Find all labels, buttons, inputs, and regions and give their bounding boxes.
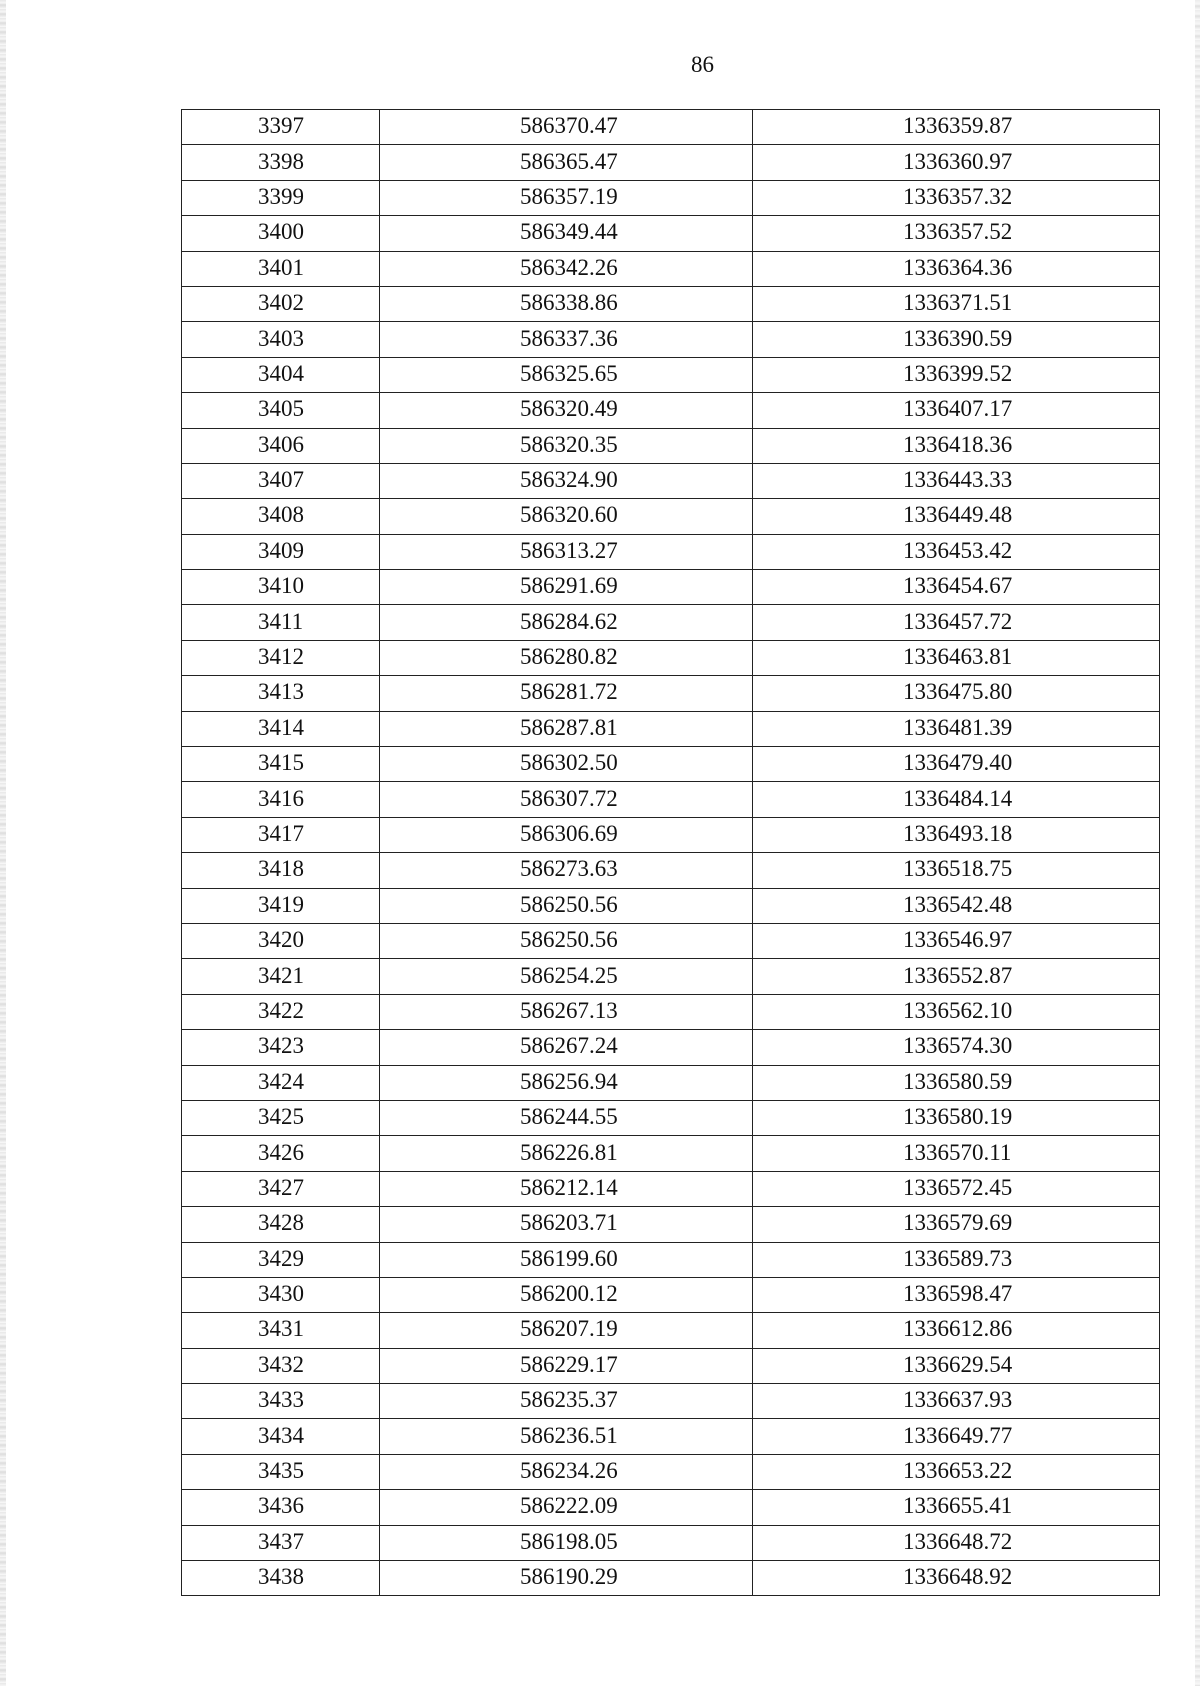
y-coordinate-cell: 1336484.14 xyxy=(753,782,1160,817)
point-id-cell: 3422 xyxy=(182,994,380,1029)
y-coordinate-cell: 1336371.51 xyxy=(753,286,1160,321)
point-id-cell: 3434 xyxy=(182,1419,380,1454)
y-coordinate-cell: 1336359.87 xyxy=(753,110,1160,145)
x-coordinate-cell: 586306.69 xyxy=(380,817,753,852)
point-id-cell: 3420 xyxy=(182,923,380,958)
x-coordinate-cell: 586370.47 xyxy=(380,110,753,145)
point-id-cell: 3403 xyxy=(182,322,380,357)
point-id-cell: 3433 xyxy=(182,1384,380,1419)
x-coordinate-cell: 586273.63 xyxy=(380,853,753,888)
table-row xyxy=(182,110,1160,145)
y-coordinate-cell: 1336449.48 xyxy=(753,499,1160,534)
y-coordinate-cell: 1336390.59 xyxy=(753,322,1160,357)
table-row xyxy=(182,959,1160,994)
table-row xyxy=(182,251,1160,286)
point-id-cell: 3404 xyxy=(182,357,380,392)
x-coordinate-cell: 586281.72 xyxy=(380,676,753,711)
table-row xyxy=(182,1065,1160,1100)
table-row xyxy=(182,994,1160,1029)
table-row xyxy=(182,853,1160,888)
table-row xyxy=(182,322,1160,357)
x-coordinate-cell: 586287.81 xyxy=(380,711,753,746)
y-coordinate-cell: 1336360.97 xyxy=(753,145,1160,180)
y-coordinate-cell: 1336546.97 xyxy=(753,923,1160,958)
y-coordinate-cell: 1336580.59 xyxy=(753,1065,1160,1100)
point-id-cell: 3409 xyxy=(182,534,380,569)
point-id-cell: 3421 xyxy=(182,959,380,994)
x-coordinate-cell: 586284.62 xyxy=(380,605,753,640)
page-number: 86 xyxy=(691,52,714,77)
x-coordinate-cell: 586307.72 xyxy=(380,782,753,817)
y-coordinate-cell: 1336457.72 xyxy=(753,605,1160,640)
table-row xyxy=(182,463,1160,498)
point-id-cell: 3437 xyxy=(182,1525,380,1560)
point-id-cell: 3431 xyxy=(182,1313,380,1348)
y-coordinate-cell: 1336580.19 xyxy=(753,1100,1160,1135)
point-id-cell: 3413 xyxy=(182,676,380,711)
x-coordinate-cell: 586222.09 xyxy=(380,1490,753,1525)
table-row xyxy=(182,145,1160,180)
x-coordinate-cell: 586207.19 xyxy=(380,1313,753,1348)
x-coordinate-cell: 586250.56 xyxy=(380,923,753,958)
y-coordinate-cell: 1336598.47 xyxy=(753,1277,1160,1312)
y-coordinate-cell: 1336562.10 xyxy=(753,994,1160,1029)
point-id-cell: 3411 xyxy=(182,605,380,640)
x-coordinate-cell: 586254.25 xyxy=(380,959,753,994)
point-id-cell: 3408 xyxy=(182,499,380,534)
point-id-cell: 3400 xyxy=(182,216,380,251)
x-coordinate-cell: 586357.19 xyxy=(380,180,753,215)
x-coordinate-cell: 586280.82 xyxy=(380,640,753,675)
point-id-cell: 3423 xyxy=(182,1030,380,1065)
y-coordinate-cell: 1336629.54 xyxy=(753,1348,1160,1383)
x-coordinate-cell: 586291.69 xyxy=(380,570,753,605)
y-coordinate-cell: 1336453.42 xyxy=(753,534,1160,569)
table-row xyxy=(182,1207,1160,1242)
y-coordinate-cell: 1336418.36 xyxy=(753,428,1160,463)
x-coordinate-cell: 586226.81 xyxy=(380,1136,753,1171)
y-coordinate-cell: 1336612.86 xyxy=(753,1313,1160,1348)
y-coordinate-cell: 1336653.22 xyxy=(753,1454,1160,1489)
y-coordinate-cell: 1336407.17 xyxy=(753,393,1160,428)
point-id-cell: 3398 xyxy=(182,145,380,180)
point-id-cell: 3399 xyxy=(182,180,380,215)
point-id-cell: 3427 xyxy=(182,1171,380,1206)
table-row xyxy=(182,216,1160,251)
y-coordinate-cell: 1336648.72 xyxy=(753,1525,1160,1560)
x-coordinate-cell: 586267.13 xyxy=(380,994,753,1029)
point-id-cell: 3436 xyxy=(182,1490,380,1525)
point-id-cell: 3406 xyxy=(182,428,380,463)
point-id-cell: 3430 xyxy=(182,1277,380,1312)
point-id-cell: 3402 xyxy=(182,286,380,321)
table-row xyxy=(182,1171,1160,1206)
scan-edge-left xyxy=(0,0,6,1686)
x-coordinate-cell: 586256.94 xyxy=(380,1065,753,1100)
x-coordinate-cell: 586320.35 xyxy=(380,428,753,463)
x-coordinate-cell: 586324.90 xyxy=(380,463,753,498)
x-coordinate-cell: 586234.26 xyxy=(380,1454,753,1489)
x-coordinate-cell: 586190.29 xyxy=(380,1561,753,1596)
point-id-cell: 3407 xyxy=(182,463,380,498)
table-row xyxy=(182,1313,1160,1348)
table-row xyxy=(182,1136,1160,1171)
table-row xyxy=(182,534,1160,569)
point-id-cell: 3429 xyxy=(182,1242,380,1277)
x-coordinate-cell: 586244.55 xyxy=(380,1100,753,1135)
x-coordinate-cell: 586198.05 xyxy=(380,1525,753,1560)
point-id-cell: 3410 xyxy=(182,570,380,605)
table-row xyxy=(182,817,1160,852)
point-id-cell: 3435 xyxy=(182,1454,380,1489)
x-coordinate-cell: 586235.37 xyxy=(380,1384,753,1419)
point-id-cell: 3425 xyxy=(182,1100,380,1135)
table-row xyxy=(182,393,1160,428)
x-coordinate-cell: 586236.51 xyxy=(380,1419,753,1454)
table-row xyxy=(182,782,1160,817)
point-id-cell: 3424 xyxy=(182,1065,380,1100)
y-coordinate-cell: 1336648.92 xyxy=(753,1561,1160,1596)
y-coordinate-cell: 1336589.73 xyxy=(753,1242,1160,1277)
table-row xyxy=(182,570,1160,605)
point-id-cell: 3419 xyxy=(182,888,380,923)
y-coordinate-cell: 1336479.40 xyxy=(753,747,1160,782)
table-row xyxy=(182,1525,1160,1560)
point-id-cell: 3418 xyxy=(182,853,380,888)
x-coordinate-cell: 586349.44 xyxy=(380,216,753,251)
y-coordinate-cell: 1336481.39 xyxy=(753,711,1160,746)
y-coordinate-cell: 1336570.11 xyxy=(753,1136,1160,1171)
table-row xyxy=(182,1348,1160,1383)
table-row xyxy=(182,888,1160,923)
y-coordinate-cell: 1336443.33 xyxy=(753,463,1160,498)
table-row xyxy=(182,1030,1160,1065)
point-id-cell: 3412 xyxy=(182,640,380,675)
table-row xyxy=(182,357,1160,392)
y-coordinate-cell: 1336463.81 xyxy=(753,640,1160,675)
y-coordinate-cell: 1336637.93 xyxy=(753,1384,1160,1419)
x-coordinate-cell: 586325.65 xyxy=(380,357,753,392)
x-coordinate-cell: 586338.86 xyxy=(380,286,753,321)
point-id-cell: 3415 xyxy=(182,747,380,782)
point-id-cell: 3405 xyxy=(182,393,380,428)
x-coordinate-cell: 586365.47 xyxy=(380,145,753,180)
y-coordinate-cell: 1336552.87 xyxy=(753,959,1160,994)
x-coordinate-cell: 586342.26 xyxy=(380,251,753,286)
x-coordinate-cell: 586203.71 xyxy=(380,1207,753,1242)
table-row xyxy=(182,1490,1160,1525)
x-coordinate-cell: 586313.27 xyxy=(380,534,753,569)
y-coordinate-cell: 1336357.52 xyxy=(753,216,1160,251)
point-id-cell: 3401 xyxy=(182,251,380,286)
y-coordinate-cell: 1336649.77 xyxy=(753,1419,1160,1454)
table-row xyxy=(182,1242,1160,1277)
table-row xyxy=(182,286,1160,321)
y-coordinate-cell: 1336542.48 xyxy=(753,888,1160,923)
y-coordinate-cell: 1336579.69 xyxy=(753,1207,1160,1242)
x-coordinate-cell: 586250.56 xyxy=(380,888,753,923)
point-id-cell: 3416 xyxy=(182,782,380,817)
x-coordinate-cell: 586199.60 xyxy=(380,1242,753,1277)
point-id-cell: 3397 xyxy=(182,110,380,145)
scan-edge-right xyxy=(1195,0,1200,1686)
x-coordinate-cell: 586200.12 xyxy=(380,1277,753,1312)
x-coordinate-cell: 586229.17 xyxy=(380,1348,753,1383)
table-row xyxy=(182,1384,1160,1419)
table-row xyxy=(182,1100,1160,1135)
table-row xyxy=(182,1561,1160,1596)
table-row xyxy=(182,711,1160,746)
y-coordinate-cell: 1336572.45 xyxy=(753,1171,1160,1206)
point-id-cell: 3438 xyxy=(182,1561,380,1596)
y-coordinate-cell: 1336357.32 xyxy=(753,180,1160,215)
x-coordinate-cell: 586320.49 xyxy=(380,393,753,428)
x-coordinate-cell: 586212.14 xyxy=(380,1171,753,1206)
y-coordinate-cell: 1336454.67 xyxy=(753,570,1160,605)
point-id-cell: 3428 xyxy=(182,1207,380,1242)
table-row xyxy=(182,676,1160,711)
y-coordinate-cell: 1336518.75 xyxy=(753,853,1160,888)
table-row xyxy=(182,428,1160,463)
y-coordinate-cell: 1336574.30 xyxy=(753,1030,1160,1065)
table-row xyxy=(182,1454,1160,1489)
table-row xyxy=(182,640,1160,675)
x-coordinate-cell: 586337.36 xyxy=(380,322,753,357)
table-row xyxy=(182,1419,1160,1454)
y-coordinate-cell: 1336493.18 xyxy=(753,817,1160,852)
coordinate-table xyxy=(181,109,1160,1596)
coordinate-table-body xyxy=(182,110,1160,1596)
x-coordinate-cell: 586267.24 xyxy=(380,1030,753,1065)
point-id-cell: 3432 xyxy=(182,1348,380,1383)
table-row xyxy=(182,923,1160,958)
table-row xyxy=(182,1277,1160,1312)
point-id-cell: 3417 xyxy=(182,817,380,852)
point-id-cell: 3426 xyxy=(182,1136,380,1171)
y-coordinate-cell: 1336399.52 xyxy=(753,357,1160,392)
table-row xyxy=(182,605,1160,640)
table-row xyxy=(182,180,1160,215)
point-id-cell: 3414 xyxy=(182,711,380,746)
x-coordinate-cell: 586320.60 xyxy=(380,499,753,534)
table-row xyxy=(182,499,1160,534)
y-coordinate-cell: 1336364.36 xyxy=(753,251,1160,286)
x-coordinate-cell: 586302.50 xyxy=(380,747,753,782)
y-coordinate-cell: 1336475.80 xyxy=(753,676,1160,711)
table-row xyxy=(182,747,1160,782)
y-coordinate-cell: 1336655.41 xyxy=(753,1490,1160,1525)
